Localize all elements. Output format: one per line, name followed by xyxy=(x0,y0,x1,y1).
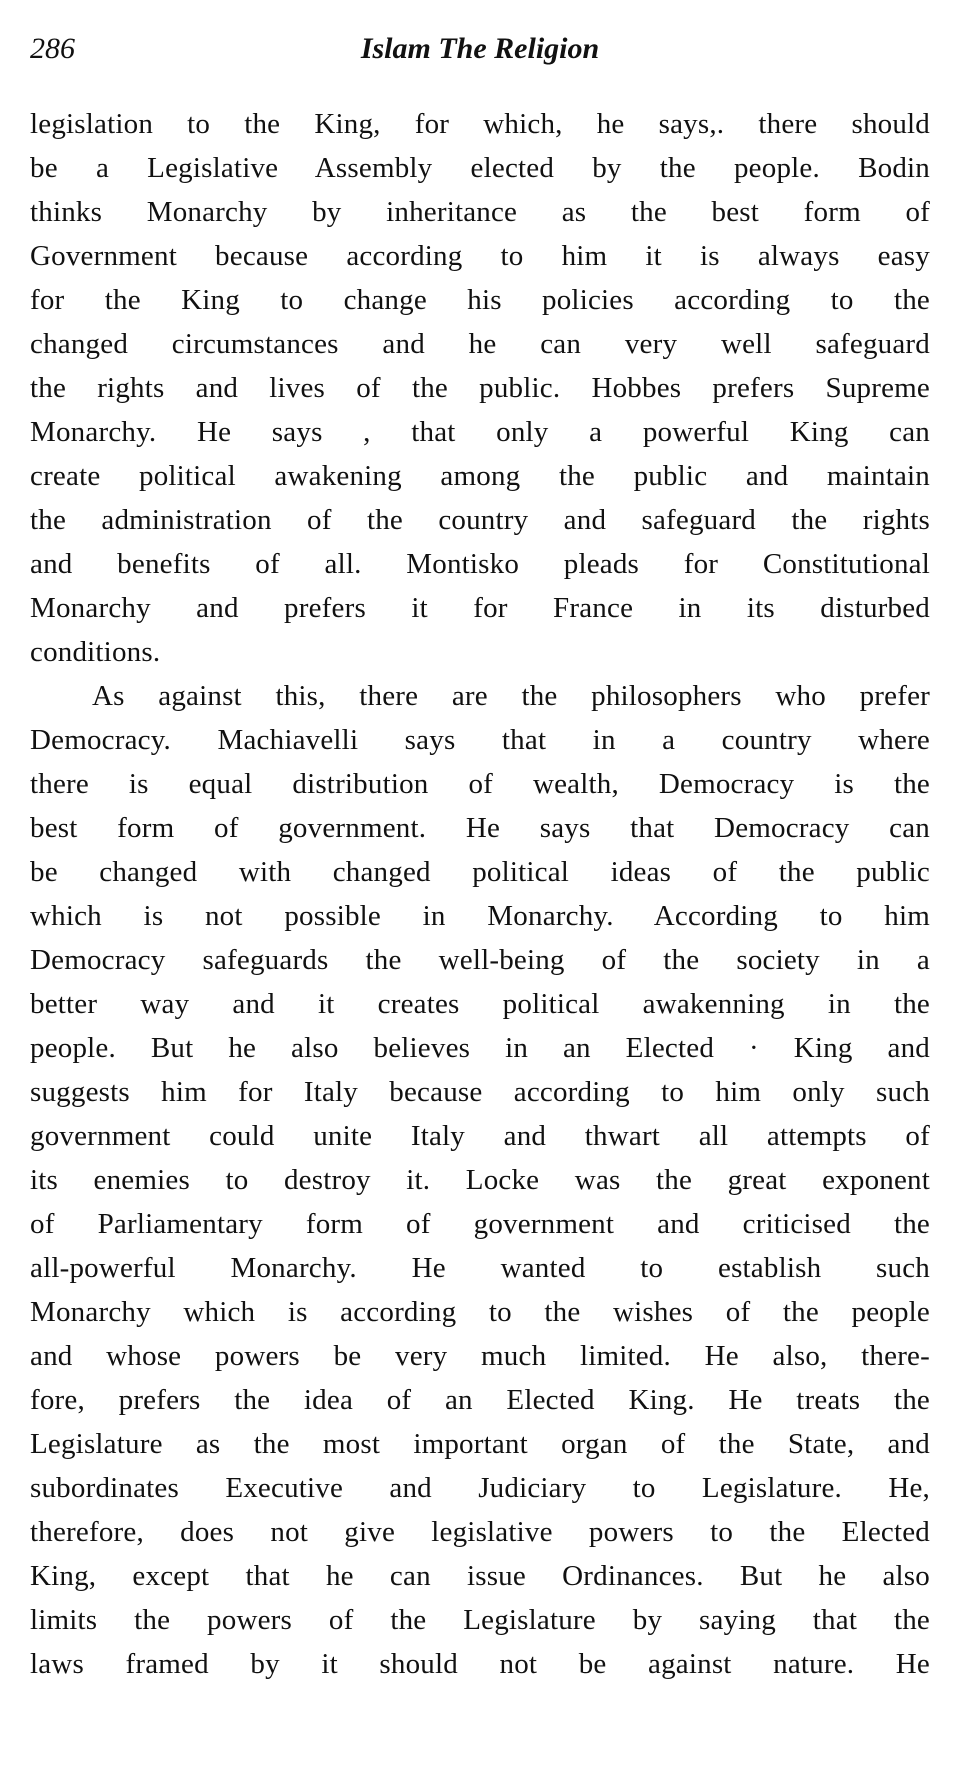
text-line: all-powerful Monarchy. He wanted to establish such xyxy=(30,1252,930,1284)
text-line: Democracy. Machiavelli says that in a country where xyxy=(30,724,930,756)
text-line: which is not possible in Monarchy. According to him xyxy=(30,900,930,932)
text-line: be changed with changed political ideas of the public xyxy=(30,856,930,888)
text-line: Monarchy which is according to the wishes of the people xyxy=(30,1296,930,1328)
text-line: conditions. xyxy=(30,636,161,668)
text-line: Legislature as the most important organ of the State, and xyxy=(30,1428,930,1460)
text-line: therefore, does not give legislative powers to the Elected xyxy=(30,1516,930,1548)
text-line: better way and it creates political awakenning in the xyxy=(30,988,930,1020)
book-page xyxy=(30,28,930,1748)
text-line: its enemies to destroy it. Locke was the great exponent xyxy=(30,1164,930,1196)
paragraph-1 xyxy=(30,102,930,674)
text-line: best form of government. He says that Democracy can xyxy=(30,812,930,844)
text-line: Monarchy and prefers it for France in its disturbed xyxy=(30,592,930,624)
text-line: create political awakening among the public and maintain xyxy=(30,460,930,492)
body-text xyxy=(30,102,930,1686)
text-line: the rights and lives of the public. Hobbes prefers Supreme xyxy=(30,372,930,404)
text-line: for the King to change his policies according to the xyxy=(30,284,930,316)
text-line: legislation to the King, for which, he says,. there should xyxy=(30,108,930,140)
text-line: subordinates Executive and Judiciary to Legislature. He, xyxy=(30,1472,930,1504)
page-header xyxy=(30,28,930,72)
text-line: suggests him for Italy because according to him only such xyxy=(30,1076,930,1108)
text-line: thinks Monarchy by inheritance as the best form of xyxy=(30,196,930,228)
text-line: be a Legislative Assembly elected by the people. Bodin xyxy=(30,152,930,184)
text-line: King, except that he can issue Ordinances. But he also xyxy=(30,1560,930,1592)
page-number: 286 xyxy=(30,32,75,65)
text-line: As against this, there are the philosophers who prefer xyxy=(92,680,930,712)
text-line: Democracy safeguards the well-being of the society in a xyxy=(30,944,930,976)
text-line: and benefits of all. Montisko pleads for Constitutional xyxy=(30,548,930,580)
text-line: there is equal distribution of wealth, Democracy is the xyxy=(30,768,930,800)
text-line: people. But he also believes in an Elected · King and xyxy=(30,1032,930,1064)
text-line: changed circumstances and he can very well safeguard xyxy=(30,328,930,360)
text-line: Government because according to him it is always easy xyxy=(30,240,930,272)
paragraph-2 xyxy=(30,674,930,1686)
text-line: government could unite Italy and thwart all attempts of xyxy=(30,1120,930,1152)
text-line: and whose powers be very much limited. He also, there- xyxy=(30,1340,930,1372)
text-line: limits the powers of the Legislature by saying that the xyxy=(30,1604,930,1636)
text-line: the administration of the country and safeguard the rights xyxy=(30,504,930,536)
text-line: of Parliamentary form of government and criticised the xyxy=(30,1208,930,1240)
text-line: laws framed by it should not be against nature. He xyxy=(30,1648,930,1680)
text-line: Monarchy. He says , that only a powerful King can xyxy=(30,416,930,448)
running-title: Islam The Religion xyxy=(360,32,600,65)
text-line: fore, prefers the idea of an Elected King. He treats the xyxy=(30,1384,930,1416)
